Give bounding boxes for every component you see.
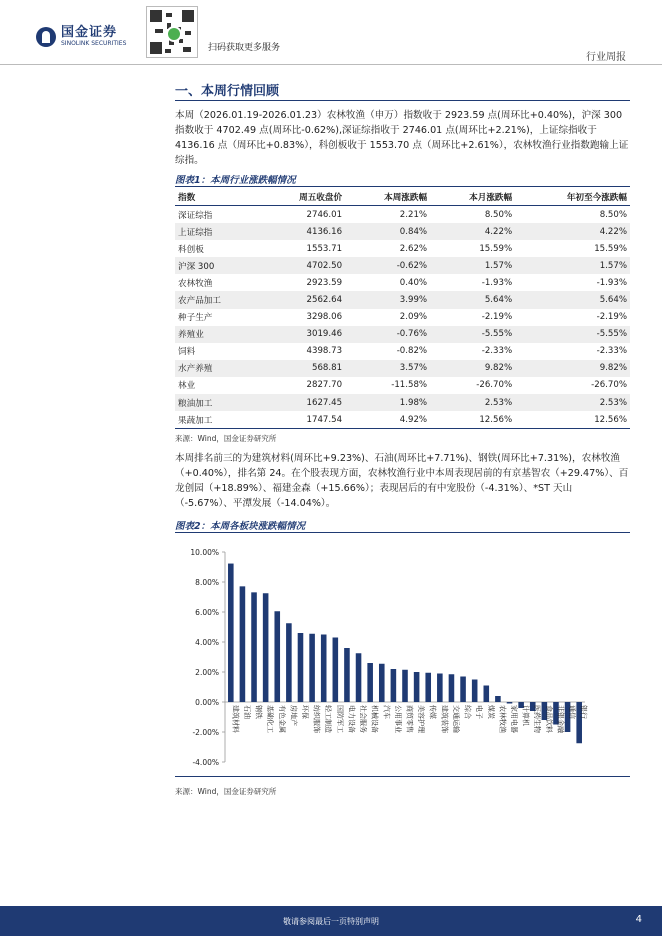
x-tick-label: 美容护理 — [417, 705, 426, 733]
chart-bottom-rule — [175, 776, 630, 777]
table-row — [175, 326, 630, 343]
bar-建筑装饰 — [437, 674, 443, 703]
cell-week: -0.82% — [396, 346, 428, 357]
logo-icon — [36, 27, 56, 47]
bar-房地产 — [286, 623, 292, 702]
cell-month: -1.93% — [481, 277, 513, 288]
cell-month: 5.64% — [430, 291, 515, 308]
x-tick-label: 食品饮料 — [544, 705, 553, 733]
cell-close: 2746.01 — [306, 209, 343, 220]
x-tick-label: 基础化工 — [266, 705, 275, 733]
table1-top-rule — [175, 186, 630, 187]
weekly-performance-table — [175, 189, 630, 429]
cell-close: 1747.54 — [260, 411, 345, 429]
cell-index: 种子生产 — [178, 313, 213, 324]
bar-传媒 — [425, 673, 431, 702]
footer-disclaimer: 敬请参阅最后一页特别声明 — [283, 917, 379, 926]
cell-month: 12.56% — [430, 411, 515, 429]
x-tick-label: 纺织服饰 — [312, 705, 321, 733]
cell-month: 8.50% — [484, 209, 513, 220]
x-tick-label: 电子 — [475, 705, 484, 719]
cell-ytd: 4.22% — [515, 223, 630, 240]
cell-ytd: 9.82% — [515, 360, 630, 377]
cell-close: 3298.06 — [306, 312, 343, 323]
table-row — [175, 411, 630, 429]
logo-en: SINOLINK SECURITIES — [61, 40, 127, 47]
cell-close: 2562.64 — [260, 291, 345, 308]
header-ytd: 年初至今涨跌幅 — [515, 189, 630, 206]
bar-钢铁 — [251, 592, 257, 702]
cell-week: 1.98% — [345, 394, 430, 411]
y-tick-label: 4.00% — [195, 638, 219, 647]
bar-农林牧渔 — [495, 696, 501, 702]
x-tick-label: 传媒 — [428, 705, 437, 719]
x-tick-label: 煤炭 — [486, 705, 495, 719]
cell-week: -11.58% — [391, 380, 428, 391]
cell-close: 4136.16 — [260, 223, 345, 240]
cell-month: -26.70% — [476, 380, 513, 391]
cell-index: 沪深 300 — [175, 257, 260, 274]
cell-index: 深证综指 — [178, 210, 213, 221]
x-tick-label: 医药生物 — [533, 705, 542, 733]
table-row — [175, 309, 630, 326]
logo-cn: 国金证券 — [61, 25, 118, 40]
cell-ytd: -1.93% — [596, 277, 627, 288]
intro-paragraph: 本周（2026.01.19-2026.01.23）农林牧渔（申万）指数收于 2923.59 点(周环比+0.40%)，沪深 300 指数收于 4702.49 点(周环比-0.62%),深证综指收于 2746.01 点(周环比+2.21%)，上证综指收于 4136.16 点（周环比+0.83%），科创板收于 1553.70 点（周环比+2.61%），农林牧渔行业指数跑输上证综指。 — [175, 110, 629, 166]
x-tick-label: 通信 — [568, 705, 577, 719]
bar-石油 — [240, 586, 246, 702]
y-tick-label: -4.00% — [192, 758, 219, 767]
page-footer — [0, 906, 662, 936]
cell-index: 农林牧渔 — [178, 278, 213, 289]
cell-close: 2827.70 — [306, 380, 343, 391]
bar-煤炭 — [484, 686, 490, 703]
table-row — [175, 291, 630, 308]
cell-ytd: -26.70% — [591, 380, 627, 391]
cell-month: 15.59% — [479, 243, 513, 254]
bar-有色金属 — [274, 611, 280, 702]
table-row — [175, 257, 630, 274]
x-tick-label: 银行 — [579, 705, 588, 719]
x-tick-label: 交通运输 — [451, 705, 460, 733]
bar-汽车 — [379, 664, 385, 702]
cell-index: 上证综指 — [175, 223, 260, 240]
cell-index: 粮油加工 — [175, 394, 260, 411]
bar-交通运输 — [449, 674, 455, 702]
y-tick-label: 6.00% — [195, 608, 219, 617]
header-divider — [0, 64, 662, 65]
chart-top-rule — [175, 532, 630, 533]
x-tick-label: 电力设备 — [347, 705, 356, 733]
bar-家用电器 — [507, 702, 513, 704]
y-tick-label: 8.00% — [195, 578, 219, 587]
x-tick-label: 建筑装饰 — [440, 705, 449, 733]
chart-title: 图表2：本周各板块涨跌幅情况 — [175, 521, 306, 532]
cell-index: 果蔬加工 — [175, 411, 260, 429]
cell-index: 科创板 — [178, 244, 204, 255]
cell-week: -0.76% — [345, 326, 430, 343]
cell-ytd: 1.57% — [515, 257, 630, 274]
bar-基础化工 — [263, 593, 269, 702]
cell-month: -2.19% — [481, 312, 513, 323]
header-month: 本月涨跌幅 — [430, 189, 515, 206]
cell-month: 1.57% — [430, 257, 515, 274]
x-tick-label: 钢铁 — [254, 705, 263, 719]
bar-综合 — [460, 677, 466, 703]
report-type: 行业周报 — [586, 52, 626, 63]
page-header — [0, 0, 662, 64]
bar-建筑材料 — [228, 564, 234, 702]
cell-ytd: -5.55% — [515, 326, 630, 343]
sector-bar-chart — [175, 536, 630, 772]
x-tick-label: 国防军工 — [335, 705, 344, 733]
cell-ytd: -2.33% — [596, 346, 627, 357]
cell-index: 农产品加工 — [175, 291, 260, 308]
x-tick-label: 汽车 — [382, 705, 391, 719]
cell-month: -5.55% — [430, 326, 515, 343]
bar-环保 — [298, 633, 304, 702]
cell-week: 2.09% — [399, 312, 428, 323]
table-row — [175, 377, 630, 394]
cell-close: 568.81 — [260, 360, 345, 377]
cell-close: 4702.50 — [260, 257, 345, 274]
cell-close: 3019.46 — [260, 326, 345, 343]
table-row — [175, 206, 630, 224]
table-row — [175, 343, 630, 360]
x-tick-label: 农林牧渔 — [498, 705, 507, 733]
cell-index: 饲料 — [178, 347, 196, 358]
cell-month: -2.33% — [481, 346, 513, 357]
bar-电力设备 — [344, 648, 350, 702]
cell-index: 林业 — [178, 381, 196, 392]
cell-month: 9.82% — [430, 360, 515, 377]
cell-week: 3.57% — [345, 360, 430, 377]
bar-商贸零售 — [402, 670, 408, 702]
cell-week: 0.84% — [345, 223, 430, 240]
cell-index: 养殖业 — [175, 326, 260, 343]
x-tick-label: 有色金属 — [277, 705, 286, 733]
bar-美容护理 — [414, 672, 420, 702]
bar-轻工制造 — [321, 635, 327, 703]
header-index: 指数 — [175, 189, 260, 206]
cell-week: 4.92% — [345, 411, 430, 429]
chart-source: 来源：Wind，国金证券研究所 — [175, 787, 277, 796]
cell-close: 4398.73 — [306, 346, 343, 357]
table-row — [175, 240, 630, 257]
table1-title: 图表1：本周行业涨跌幅情况 — [175, 175, 296, 186]
x-tick-label: 家用电器 — [510, 705, 519, 733]
x-tick-label: 机械设备 — [370, 705, 379, 733]
y-tick-label: -2.00% — [192, 728, 219, 737]
x-tick-label: 建筑材料 — [231, 705, 240, 733]
x-tick-label: 石油 — [242, 705, 251, 719]
x-tick-label: 环保 — [300, 705, 309, 719]
cell-ytd: 8.50% — [599, 209, 627, 220]
section-title-divider — [175, 100, 630, 101]
table-row — [175, 394, 630, 411]
bar-社会服务 — [356, 653, 362, 702]
bar-公用事业 — [391, 669, 397, 702]
cell-month: 4.22% — [430, 223, 515, 240]
cell-ytd: 15.59% — [594, 243, 627, 254]
table-header-row — [175, 189, 630, 206]
scan-text: 扫码获取更多服务 — [208, 43, 281, 53]
cell-ytd: -2.19% — [596, 312, 627, 323]
bar-电子 — [472, 680, 478, 703]
cell-month: 2.53% — [430, 394, 515, 411]
cell-week: 2.21% — [399, 209, 428, 220]
page-number: 4 — [635, 914, 642, 925]
cell-week: 2.62% — [399, 243, 428, 254]
x-tick-label: 轻工制造 — [324, 705, 333, 733]
table-row — [175, 360, 630, 377]
cell-week: 0.40% — [399, 277, 428, 288]
x-tick-label: 公用事业 — [393, 705, 402, 733]
cell-close: 2923.59 — [306, 277, 343, 288]
cell-index: 水产养殖 — [175, 360, 260, 377]
sinolink-logo — [36, 26, 126, 48]
ranking-paragraph: 本周排名前三的为建筑材料(周环比+9.23%)、石油(周环比+7.71%)、钢铁(周环比+7.31%)，农林牧渔（+0.40%），排名第 24。在个股表现方面，农林牧渔行业中本周表现居前的有京基智农（+29.47%）、百龙创园（+18.89%）、福建金森（+15.66%）；表现居后的有中宠股份（-4.31%）、*ST 天山（-5.67%）、平潭发展（-14.04%）。 — [175, 453, 629, 509]
table-row — [175, 274, 630, 291]
cell-close: 1553.71 — [306, 243, 343, 254]
x-tick-label: 计算机 — [521, 705, 530, 726]
cell-ytd: 12.56% — [515, 411, 630, 429]
y-tick-label: 2.00% — [195, 668, 219, 677]
y-tick-label: 10.00% — [190, 548, 219, 557]
x-tick-label: 非银金融 — [556, 705, 565, 733]
cell-ytd: 5.64% — [515, 291, 630, 308]
cell-ytd: 2.53% — [515, 394, 630, 411]
section-title: 一、本周行情回顾 — [175, 84, 280, 99]
table-row — [175, 223, 630, 240]
x-tick-label: 商贸零售 — [405, 705, 414, 733]
bar-国防军工 — [333, 638, 339, 703]
x-tick-label: 综合 — [463, 705, 472, 719]
cell-close: 1627.45 — [260, 394, 345, 411]
cell-week: -0.62% — [345, 257, 430, 274]
qr-code-icon[interactable] — [146, 6, 198, 58]
header-week: 本周涨跌幅 — [345, 189, 430, 206]
header-close: 周五收盘价 — [260, 189, 345, 206]
bar-机械设备 — [367, 663, 373, 702]
cell-week: 3.99% — [345, 291, 430, 308]
bar-纺织服饰 — [309, 634, 315, 702]
table1-source: 来源：Wind，国金证券研究所 — [175, 434, 277, 443]
y-tick-label: 0.00% — [195, 698, 219, 707]
x-tick-label: 房地产 — [289, 705, 298, 726]
x-tick-label: 社会服务 — [359, 705, 368, 733]
